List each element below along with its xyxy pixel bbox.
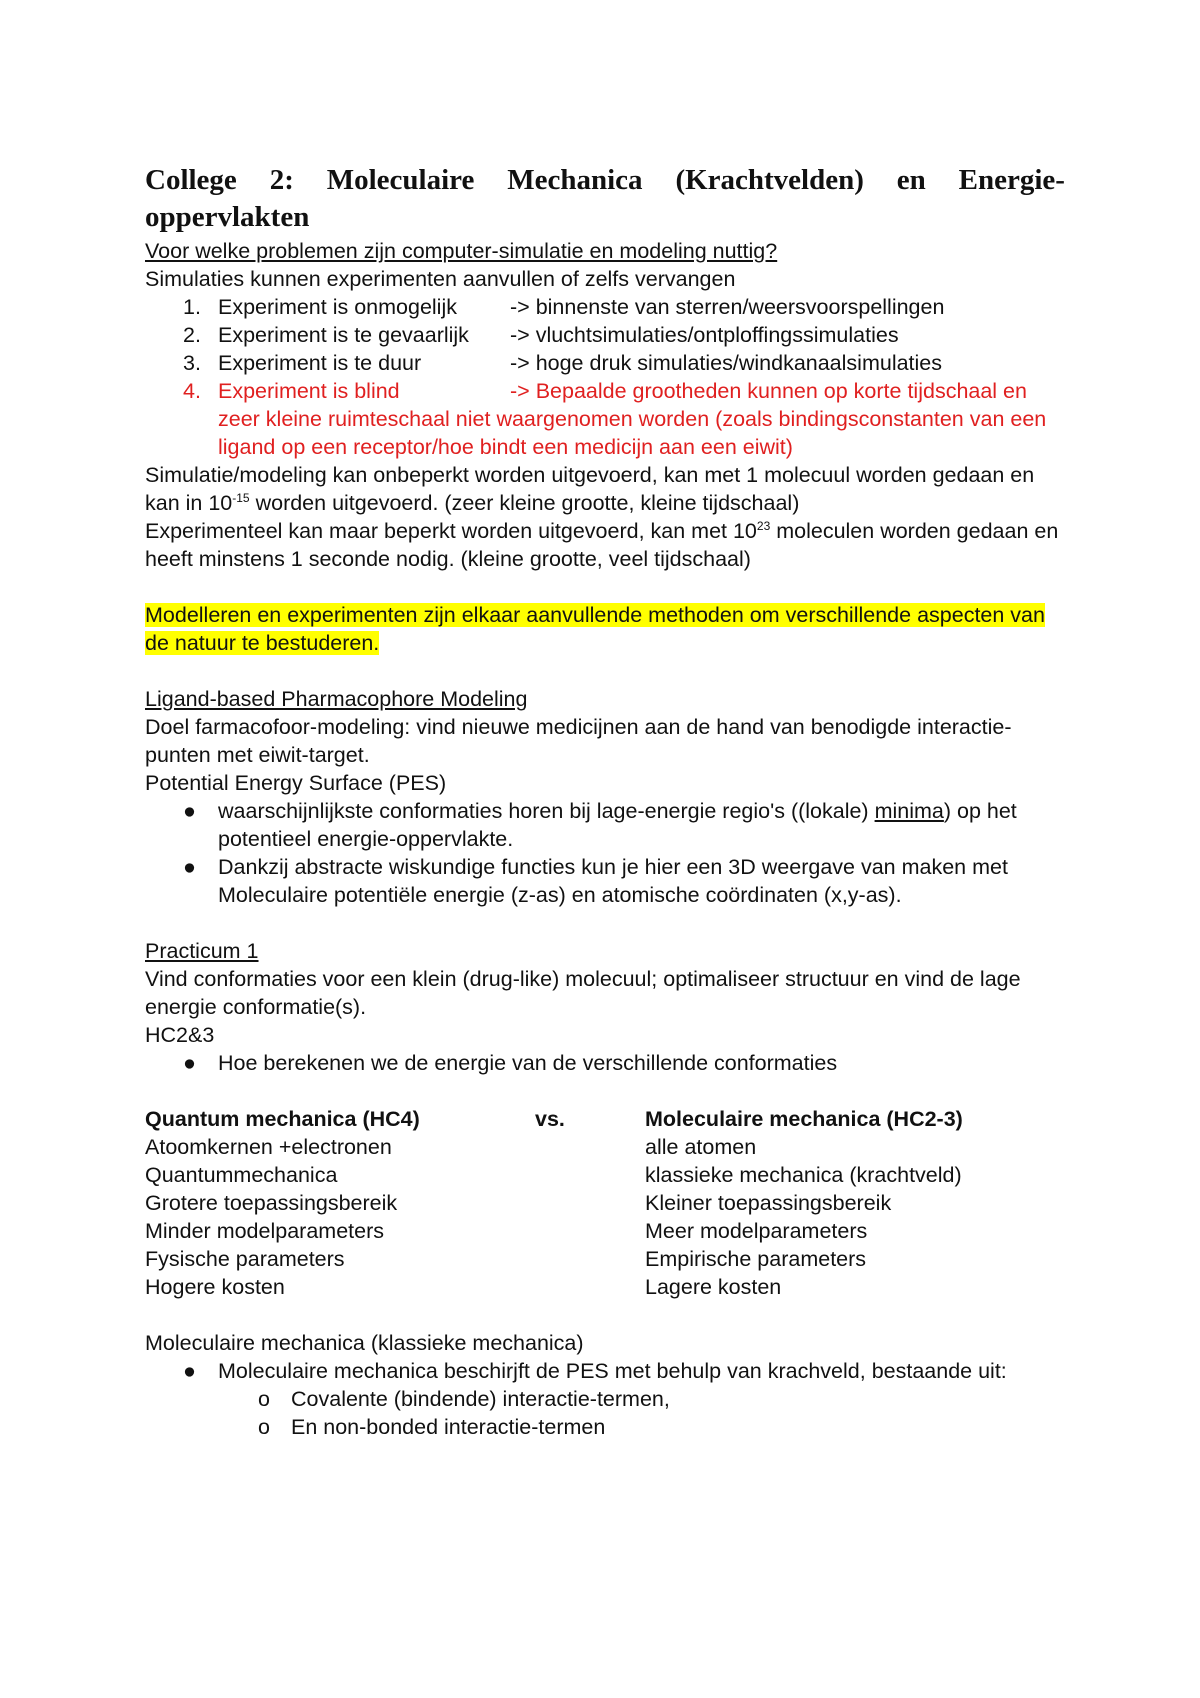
intro-question: Voor welke problemen zijn computer-simulatie en modeling nuttig? — [145, 239, 778, 263]
sub-bullet-text: En non-bonded interactie-termen — [291, 1415, 606, 1439]
mm-sub-bullets — [218, 1385, 1065, 1441]
simulation-text: worden uitgevoerd. (zeer kleine grootte, kleine tijdschaal) — [249, 491, 800, 515]
experiment-list — [145, 293, 1065, 461]
title-word: Moleculaire — [326, 164, 475, 196]
list-item — [145, 293, 1065, 321]
title-line-1 — [145, 162, 1065, 199]
table-cell: Kleiner toepassingsbereik — [645, 1191, 892, 1215]
table-cell: Hogere kosten — [145, 1275, 285, 1299]
item-text: -> binnenste van sterren/weersvoorspellingen — [510, 295, 945, 319]
item-label: Experiment is te gevaarlijk — [218, 323, 469, 347]
table-cell: Atoomkernen +electronen — [145, 1135, 392, 1159]
list-number: 2. — [183, 323, 201, 347]
exponent: 23 — [756, 519, 771, 533]
hc-label: HC2&3 — [145, 1023, 215, 1047]
list-item — [145, 377, 1065, 461]
bullet-icon: ● — [183, 855, 196, 879]
bullet-text: Dankzij abstracte wiskundige functies kun je hier een 3D weergave van maken met Moleculaire potentiële energie (z-as) en atomische coördinaten (x,y-as). — [218, 855, 1008, 907]
table-cell: Meer modelparameters — [645, 1219, 868, 1243]
sub-list-item — [218, 1413, 1065, 1441]
list-item — [145, 349, 1065, 377]
table-cell: Lagere kosten — [645, 1275, 782, 1299]
table-cell: Empirische parameters — [645, 1247, 867, 1271]
table-cell: Fysische parameters — [145, 1247, 345, 1271]
bullet-icon: ● — [183, 1359, 196, 1383]
sub-bullet-text: Covalente (bindende) interactie-termen, — [291, 1387, 670, 1411]
sub-bullet-icon: o — [258, 1415, 270, 1439]
bullet-text: Moleculaire mechanica beschirjft de PES met behulp van krachveld, bestaande uit: — [218, 1359, 1007, 1383]
item-label: Experiment is blind — [218, 379, 400, 403]
title-word: Mechanica — [507, 164, 643, 196]
list-item — [145, 1357, 1065, 1441]
vs-label: vs. — [535, 1107, 565, 1131]
bullet-underlined: minima — [874, 799, 944, 823]
column-header: Quantum mechanica (HC4) — [145, 1107, 420, 1131]
title-word: College — [145, 164, 237, 196]
list-number: 4. — [183, 379, 201, 403]
list-item — [145, 797, 1065, 853]
experiment-text: Experimenteel kan maar beperkt worden uitgevoerd, kan met 10 — [145, 519, 757, 543]
table-cell: Quantummechanica — [145, 1163, 338, 1187]
exponent: -15 — [232, 491, 250, 505]
document-page — [145, 162, 1065, 1441]
simulation-paragraph — [145, 461, 1065, 517]
experiment-text: moleculen worden gedaan en heeft minstens 1 seconde nodig. (kleine grootte, veel tijdschaal) — [145, 519, 1059, 571]
pes-bullets — [145, 797, 1065, 909]
practicum-bullets — [145, 1049, 1065, 1077]
title-line-2: oppervlakten — [145, 201, 310, 233]
practicum-heading: Practicum 1 — [145, 939, 259, 963]
pharmacophore-goal: Doel farmacofoor-modeling: vind nieuwe medicijnen aan de hand van benodigde interactie-punten met eiwit-target. — [145, 715, 1012, 767]
bullet-text: Hoe berekenen we de energie van de verschillende conformaties — [218, 1051, 838, 1075]
mm-heading: Moleculaire mechanica (klassieke mechanica) — [145, 1331, 584, 1355]
comparison-table — [145, 1105, 1065, 1301]
document-title — [145, 162, 1065, 236]
item-text: -> hoge druk simulaties/windkanaalsimulaties — [510, 351, 943, 375]
title-word: 2: — [269, 164, 294, 196]
bullet-text: waarschijnlijkste conformaties horen bij lage-energie regio's ((lokale) — [218, 799, 875, 823]
title-word: en — [896, 164, 926, 196]
title-word: Energie- — [958, 164, 1065, 196]
column-header: Moleculaire mechanica (HC2-3) — [645, 1107, 963, 1131]
pharmacophore-heading: Ligand-based Pharmacophore Modeling — [145, 687, 528, 711]
table-cell: Grotere toepassingsbereik — [145, 1191, 398, 1215]
pes-heading: Potential Energy Surface (PES) — [145, 771, 447, 795]
practicum-text: Vind conformaties voor een klein (drug-like) molecuul; optimaliseer structuur en vind de lage energie conformatie(s). — [145, 967, 1021, 1019]
mm-bullets — [145, 1357, 1065, 1441]
table-cell: Minder modelparameters — [145, 1219, 384, 1243]
bullet-icon: ● — [183, 1051, 196, 1075]
simulation-text: Simulatie/modeling kan onbeperkt worden uitgevoerd, kan met 1 molecuul worden gedaan en kan in 10 — [145, 463, 1035, 515]
item-text: -> vluchtsimulaties/ontploffingssimulaties — [510, 323, 899, 347]
bullet-icon: ● — [183, 799, 196, 823]
sub-bullet-icon: o — [258, 1387, 270, 1411]
list-item — [145, 853, 1065, 909]
item-label: Experiment is te duur — [218, 351, 422, 375]
list-number: 1. — [183, 295, 201, 319]
list-item — [145, 321, 1065, 349]
experiment-paragraph — [145, 517, 1065, 573]
list-number: 3. — [183, 351, 201, 375]
title-word: (Krachtvelden) — [675, 164, 864, 196]
bullet-text: ) op het potentieel energie-oppervlakte. — [218, 799, 1017, 851]
highlighted-statement — [145, 601, 1065, 657]
highlight-text: Modelleren en experimenten zijn elkaar aanvullende methoden om verschillende aspecten van de natuur te bestuderen. — [145, 603, 1045, 655]
sub-list-item — [218, 1385, 1065, 1413]
list-item — [145, 1049, 1065, 1077]
intro-lead: Simulaties kunnen experimenten aanvullen of zelfs vervangen — [145, 267, 736, 291]
table-cell: alle atomen — [645, 1135, 757, 1159]
item-text: -> Bepaalde grootheden kunnen op korte tijdschaal en zeer kleine ruimteschaal niet waargenomen worden (zoals bindingsconstanten van een ligand op een receptor/hoe bindt een medicijn aan een eiwit) — [218, 379, 1047, 459]
item-label: Experiment is onmogelijk — [218, 295, 457, 319]
table-cell: klassieke mechanica (krachtveld) — [645, 1163, 962, 1187]
